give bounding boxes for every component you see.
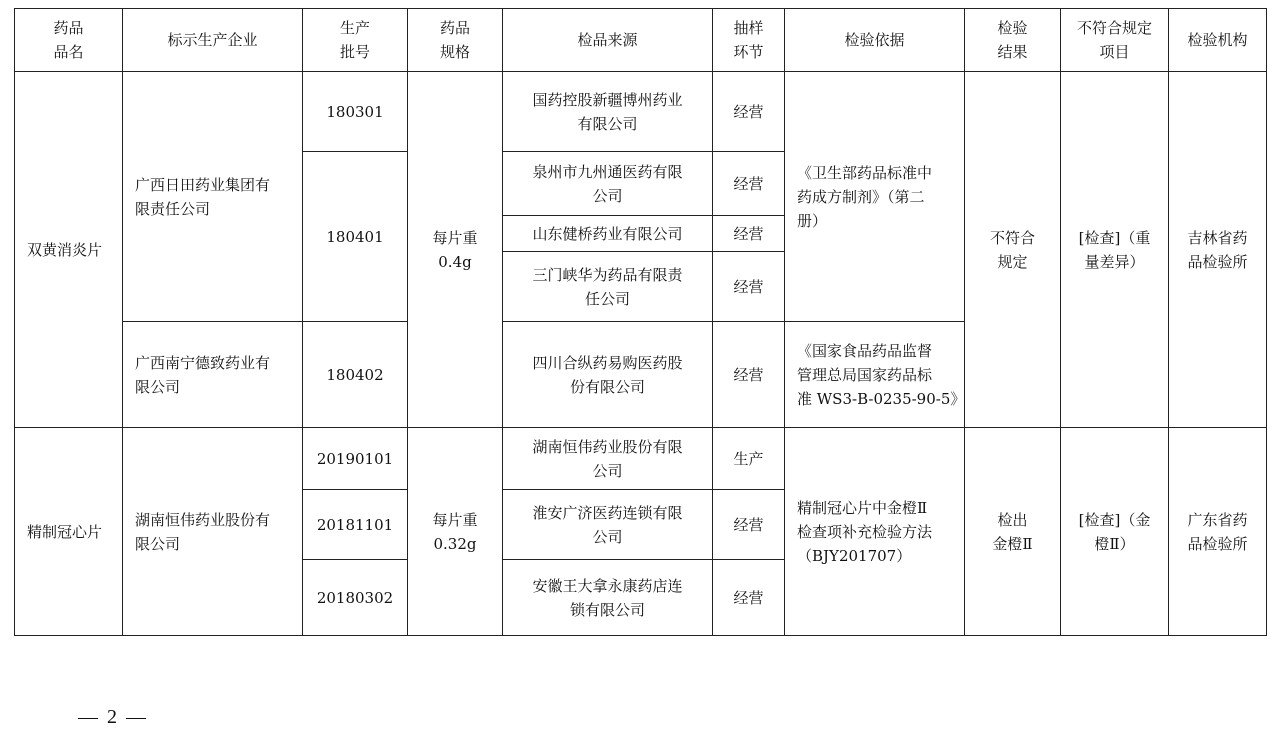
- stage-cell: 生产: [713, 428, 785, 490]
- table-row: [15, 428, 1267, 490]
- header-basis: 检验依据: [785, 9, 965, 72]
- header-batch: 生产 批号: [303, 9, 408, 72]
- header-manufacturer: 标示生产企业: [123, 9, 303, 72]
- basis-cell: 《卫生部药品标准中 药成方制剂》（第二 册）: [785, 72, 965, 322]
- basis-cell: 精制冠心片中金橙Ⅱ 检查项补充检验方法 （BJY201707）: [785, 428, 965, 636]
- stage-cell: 经营: [713, 72, 785, 152]
- drug-name-cell: 精制冠心片: [15, 428, 123, 636]
- basis-cell: 《国家食品药品监督 管理总局国家药品标 准 WS3-B-0235-90-5》: [785, 322, 965, 428]
- header-drug-name: 药品 品名: [15, 9, 123, 72]
- header-result: 检验 结果: [965, 9, 1061, 72]
- source-cell: 山东健桥药业有限公司: [503, 216, 713, 252]
- batch-cell: 180402: [303, 322, 408, 428]
- result-cell: 检出 金橙Ⅱ: [965, 428, 1061, 636]
- stage-cell: 经营: [713, 560, 785, 636]
- source-cell: 安徽王大拿永康药店连 锁有限公司: [503, 560, 713, 636]
- source-cell: 泉州市九州通医药有限 公司: [503, 152, 713, 216]
- inspection-results-table: [14, 8, 1267, 636]
- item-cell: [检查]（重 量差异）: [1061, 72, 1169, 428]
- stage-cell: 经营: [713, 490, 785, 560]
- manufacturer-cell: 广西南宁德致药业有 限公司: [123, 322, 303, 428]
- header-spec: 药品 规格: [408, 9, 503, 72]
- batch-cell: 180301: [303, 72, 408, 152]
- source-cell: 淮安广济医药连锁有限 公司: [503, 490, 713, 560]
- spec-cell: 每片重 0.4g: [408, 72, 503, 428]
- source-cell: 国药控股新疆博州药业 有限公司: [503, 72, 713, 152]
- item-cell: [检查]（金 橙Ⅱ）: [1061, 428, 1169, 636]
- header-source: 检品来源: [503, 9, 713, 72]
- stage-cell: 经营: [713, 152, 785, 216]
- manufacturer-cell: 湖南恒伟药业股份有 限公司: [123, 428, 303, 636]
- batch-cell: 180401: [303, 152, 408, 322]
- source-cell: 四川合纵药易购医药股 份有限公司: [503, 322, 713, 428]
- result-cell: 不符合 规定: [965, 72, 1061, 428]
- spec-cell: 每片重 0.32g: [408, 428, 503, 636]
- stage-cell: 经营: [713, 216, 785, 252]
- stage-cell: 经营: [713, 322, 785, 428]
- agency-cell: 吉林省药 品检验所: [1169, 72, 1267, 428]
- table-row: [15, 72, 1267, 152]
- drug-name-cell: 双黄消炎片: [15, 72, 123, 428]
- page-number: — 2 —: [78, 706, 148, 728]
- stage-cell: 经营: [713, 252, 785, 322]
- source-cell: 湖南恒伟药业股份有限 公司: [503, 428, 713, 490]
- batch-cell: 20180302: [303, 560, 408, 636]
- header-agency: 检验机构: [1169, 9, 1267, 72]
- agency-cell: 广东省药 品检验所: [1169, 428, 1267, 636]
- manufacturer-cell: 广西日田药业集团有 限责任公司: [123, 72, 303, 322]
- header-item: 不符合规定 项目: [1061, 9, 1169, 72]
- source-cell: 三门峡华为药品有限责 任公司: [503, 252, 713, 322]
- batch-cell: 20190101: [303, 428, 408, 490]
- batch-cell: 20181101: [303, 490, 408, 560]
- header-stage: 抽样 环节: [713, 9, 785, 72]
- header-row: [15, 9, 1267, 72]
